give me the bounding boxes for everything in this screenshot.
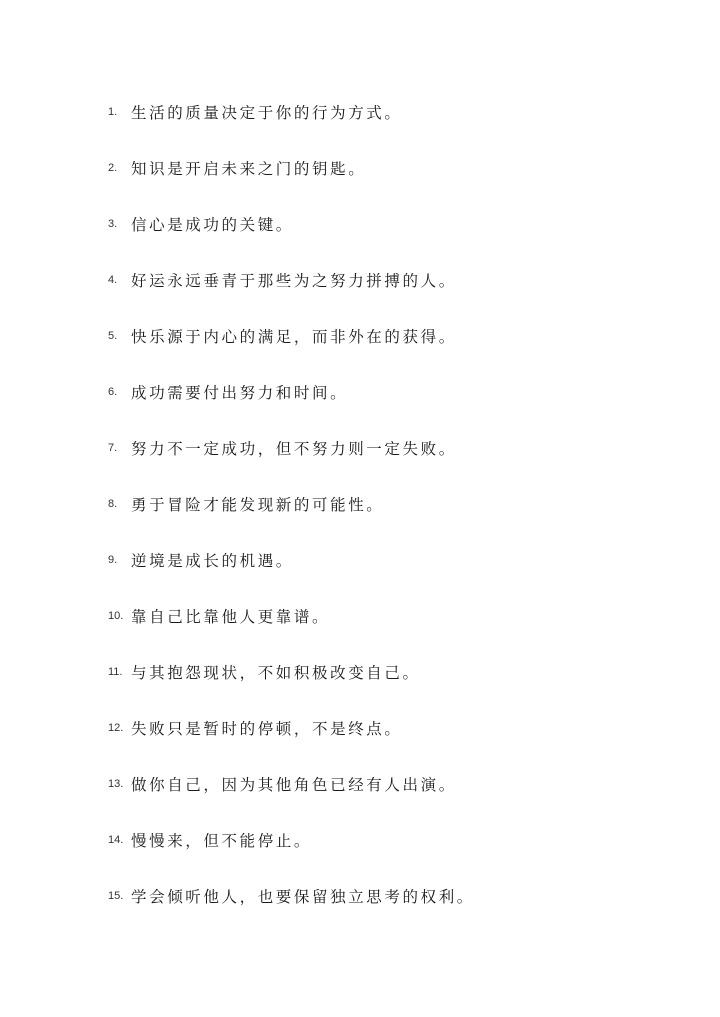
list-item-text: 做你自己，因为其他角色已经有人出演。 (131, 776, 457, 794)
list-item-text: 慢慢来，但不能停止。 (131, 832, 313, 850)
list-item-number: 12. (108, 722, 124, 734)
list-item-number: 11. (108, 666, 123, 678)
list-item (0, 532, 720, 588)
list-item (0, 252, 720, 308)
list-item-text: 靠自己比靠他人更靠谱。 (131, 608, 331, 626)
list-item-number: 7. (108, 442, 118, 454)
list-item (0, 420, 720, 476)
list-item-text: 学会倾听他人，也要保留独立思考的权利。 (131, 888, 475, 906)
list-item-number: 4. (108, 274, 118, 286)
list-item-number: 1. (108, 106, 118, 118)
list-item-number: 6. (108, 386, 118, 398)
list-item-number: 14. (108, 834, 124, 846)
list-item-text: 努力不一定成功，但不努力则一定失败。 (131, 440, 457, 458)
list-item (0, 140, 720, 196)
list-item-text: 信心是成功的关键。 (131, 216, 294, 234)
list-item-text: 成功需要付出努力和时间。 (131, 384, 349, 402)
list-item-text: 与其抱怨现状，不如积极改变自己。 (131, 664, 421, 682)
list-item-text: 勇于冒险才能发现新的可能性。 (131, 496, 385, 514)
list-item (0, 588, 720, 644)
list-item (0, 868, 720, 924)
list-item-text: 逆境是成长的机遇。 (131, 552, 294, 570)
list-item (0, 308, 720, 364)
list-item-text: 失败只是暂时的停顿，不是终点。 (131, 720, 403, 738)
list-item (0, 476, 720, 532)
list-item (0, 700, 720, 756)
list-item (0, 84, 720, 140)
list-item (0, 644, 720, 700)
list-item (0, 756, 720, 812)
list-item-number: 5. (108, 330, 118, 342)
list-item-number: 13. (108, 778, 124, 790)
list-item-number: 3. (108, 218, 118, 230)
list-item (0, 812, 720, 868)
quote-list (0, 84, 720, 924)
list-item (0, 196, 720, 252)
list-item-text: 知识是开启未来之门的钥匙。 (131, 160, 367, 178)
list-item-text: 生活的质量决定于你的行为方式。 (131, 104, 403, 122)
list-item-number: 15. (108, 890, 124, 902)
list-item-text: 快乐源于内心的满足，而非外在的获得。 (131, 328, 457, 346)
list-item (0, 364, 720, 420)
list-item-number: 2. (108, 162, 118, 174)
list-item-number: 8. (108, 498, 118, 510)
list-item-text: 好运永远垂青于那些为之努力拼搏的人。 (131, 272, 457, 290)
list-item-number: 9. (108, 554, 118, 566)
list-item-number: 10. (108, 610, 124, 622)
